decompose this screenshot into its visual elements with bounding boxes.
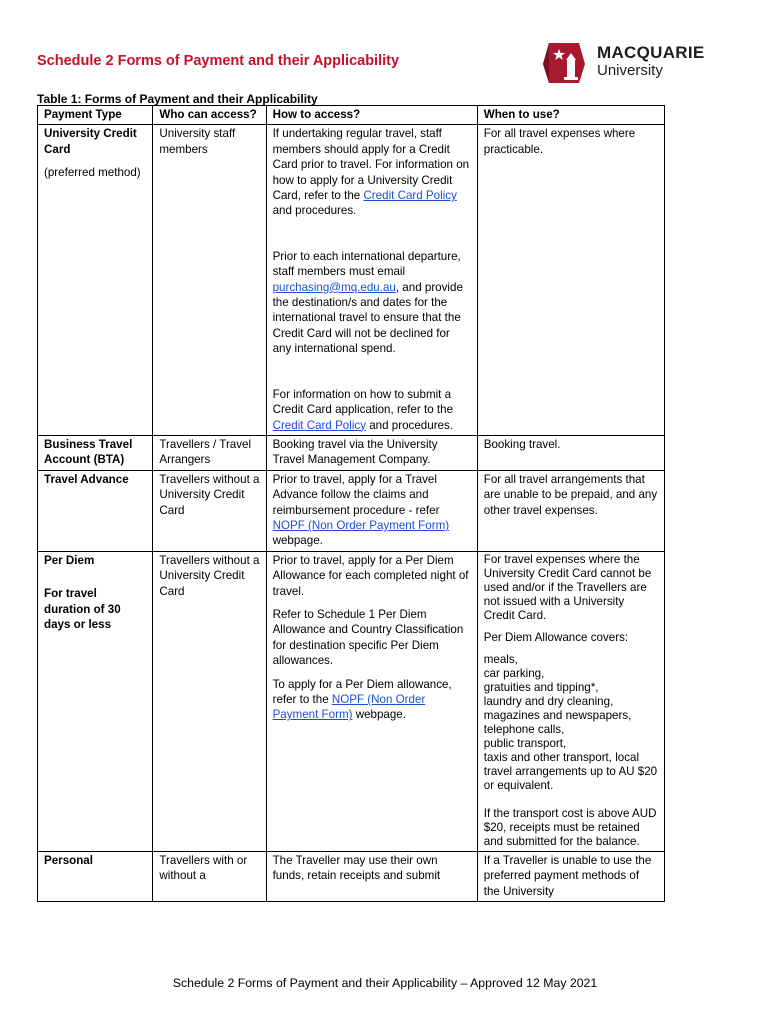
who-cell: University staff members — [153, 125, 266, 436]
payment-forms-table — [37, 105, 665, 902]
header-payment-type: Payment Type — [38, 106, 153, 125]
how-cell: The Traveller may use their own funds, retain receipts and submit — [266, 851, 477, 901]
when-cell: For all travel arrangements that are unable to be prepaid, and any other travel expenses. — [477, 470, 664, 551]
how-text: and procedures. — [366, 418, 454, 432]
page-title: Schedule 2 Forms of Payment and their Applicability — [37, 53, 400, 69]
list-item: magazines and newspapers, — [483, 708, 632, 722]
who-cell: Travellers / Travel Arrangers — [153, 435, 266, 470]
how-text: Prior to travel, apply for a Travel Advance follow the claims and reimbursement procedure - refer — [272, 472, 440, 517]
table-row — [38, 435, 665, 470]
logo-wordmark-line2: University — [597, 62, 663, 79]
how-cell: Booking travel via the University Travel Management Company. — [266, 435, 477, 470]
table-header-row — [38, 106, 665, 125]
payment-type-name: Business Travel Account (BTA) — [38, 435, 153, 470]
page-footer: Schedule 2 Forms of Payment and their Applicability – Approved 12 May 2021 — [172, 976, 598, 990]
payment-type-name: Travel Advance — [38, 470, 153, 551]
list-item: laundry and dry cleaning, — [483, 694, 614, 708]
table-row — [38, 125, 665, 436]
header-when-to-use: When to use? — [477, 106, 664, 125]
how-cell — [266, 551, 477, 851]
table-row — [38, 851, 665, 901]
nopf-link[interactable]: NOPF (Non Order Payment Form) — [272, 693, 426, 722]
payment-type-name: University Credit Card — [44, 127, 137, 156]
when-text: For travel expenses where the University Credit Card cannot be used and/or if the Travellers are not issued with a University Credit Card. — [483, 552, 652, 622]
when-text: Per Diem Allowance covers: — [483, 630, 629, 644]
list-item: public transport, — [483, 736, 567, 750]
list-item: car parking, — [483, 666, 545, 680]
list-item: gratuities and tipping*, — [483, 680, 599, 694]
payment-type-note: (preferred method) — [44, 166, 141, 180]
how-cell — [266, 125, 477, 436]
who-cell: Travellers without a University Credit Card — [153, 470, 266, 551]
how-text: Refer to Schedule 1 Per Diem Allowance and Country Classification for destination specific Per Diem allowances. — [272, 607, 464, 668]
when-cell: For all travel expenses where practicable. — [477, 125, 664, 436]
table-row — [38, 551, 665, 851]
credit-card-policy-link[interactable]: Credit Card Policy — [363, 189, 457, 203]
credit-card-policy-link[interactable]: Credit Card Policy — [272, 418, 367, 432]
list-item: telephone calls, — [483, 722, 565, 736]
how-text: , and provide the destination/s and dates for the international travel to ensure that the Credit Card will not be declined for any international spend. — [272, 280, 463, 356]
how-text: and procedures. — [272, 204, 357, 218]
how-text: If undertaking regular travel, staff members should apply for a Credit Card prior to travel. For information on how to apply for a University Credit Card, refer to the — [272, 127, 470, 203]
list-item: taxis and other transport, local travel arrangements up to AU $20 or equivalent. — [483, 750, 658, 792]
university-crest-icon — [541, 40, 587, 86]
payment-type-name: Per Diem — [44, 553, 95, 567]
payment-type-name: Personal — [38, 851, 153, 901]
how-text: webpage. — [272, 534, 323, 548]
per-diem-covers-list — [484, 653, 658, 793]
how-text: For information on how to submit a Credit Card application, refer to the — [272, 387, 454, 417]
payment-type-cell — [38, 125, 153, 436]
when-cell — [477, 551, 664, 851]
list-item: meals, — [483, 652, 518, 666]
nopf-link[interactable]: NOPF (Non Order Payment Form) — [272, 518, 450, 532]
macquarie-university-logo — [541, 40, 711, 86]
payment-type-cell — [38, 551, 153, 851]
who-cell: Travellers with or without a — [153, 851, 266, 901]
header-who-can-access: Who can access? — [153, 106, 266, 125]
logo-wordmark-line1: MACQUARIE — [597, 43, 705, 62]
table-row — [38, 470, 665, 551]
when-cell: If a Traveller is unable to use the preferred payment methods of the University — [477, 851, 664, 901]
when-text: If the transport cost is above AUD $20, receipts must be retained and submitted for the balance. — [483, 806, 657, 848]
how-text: To apply for a Per Diem allowance, refer to the — [272, 677, 452, 706]
how-text: Prior to each international departure, staff members must email — [272, 249, 461, 279]
table-caption: Table 1: Forms of Payment and their Applicability — [37, 92, 318, 106]
header-how-to-access: How to access? — [266, 106, 477, 125]
purchasing-email-link[interactable]: purchasing@mq.edu.au — [272, 280, 396, 294]
when-cell: Booking travel. — [477, 435, 664, 470]
how-cell — [266, 470, 477, 551]
who-cell: Travellers without a University Credit Card — [153, 551, 266, 851]
how-text: Prior to travel, apply for a Per Diem Allowance for each completed night of travel. — [272, 553, 469, 598]
how-text: webpage. — [352, 708, 406, 722]
payment-type-note: For travel duration of 30 days or less — [44, 587, 121, 631]
